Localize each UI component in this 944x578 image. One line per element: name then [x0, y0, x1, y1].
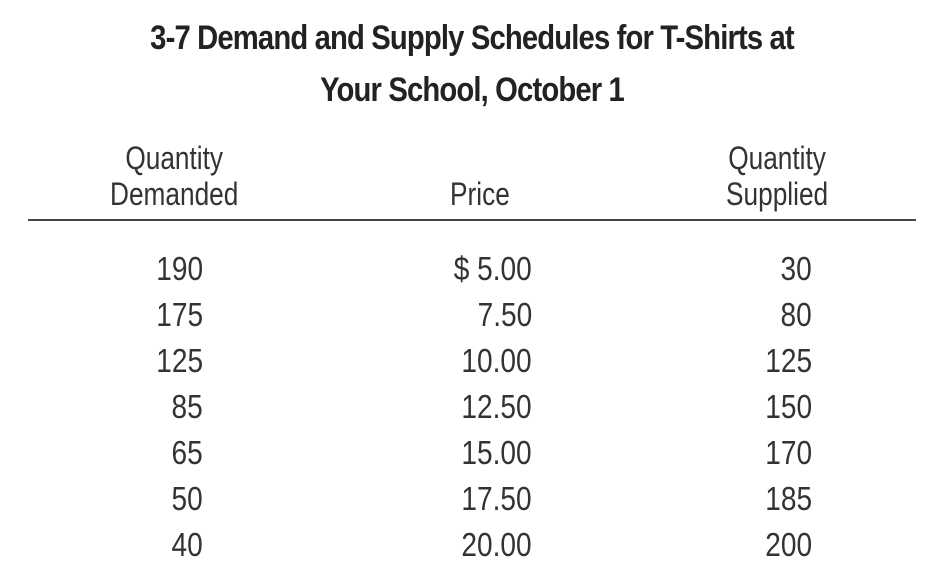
cell-quantity-demanded: 175 [156, 296, 203, 333]
header-quantity-supplied [726, 140, 828, 212]
table-row [0, 430, 944, 476]
cell-quantity-supplied: 125 [765, 342, 812, 379]
table-row [0, 476, 944, 522]
table-title-line-1: 3-7 Demand and Supply Schedules for T-Shirts at [150, 19, 794, 57]
cell-quantity-supplied: 150 [765, 388, 812, 425]
header-quantity-supplied-line-2: Supplied [726, 176, 829, 212]
cell-quantity-demanded: 190 [156, 250, 203, 287]
cell-quantity-demanded: 65 [171, 434, 203, 471]
table-row [0, 384, 944, 430]
cell-quantity-demanded: 40 [171, 526, 203, 563]
cell-quantity-supplied: 80 [780, 296, 812, 333]
cell-price: 12.50 [461, 388, 532, 425]
cell-quantity-demanded: 125 [156, 342, 203, 379]
cell-price: 10.00 [461, 342, 532, 379]
header-quantity-demanded [110, 140, 238, 212]
cell-price: 20.00 [461, 526, 532, 563]
cell-quantity-supplied: 200 [765, 526, 812, 563]
header-price: Price [450, 176, 510, 212]
header-quantity-demanded-line-1: Quantity [125, 140, 224, 176]
cell-price: 17.50 [461, 480, 532, 517]
cell-quantity-demanded: 85 [171, 388, 203, 425]
cell-price: 7.50 [477, 296, 532, 333]
table-row [0, 338, 944, 384]
table-row [0, 246, 944, 292]
cell-price: $ 5.00 [454, 250, 532, 287]
schedule-table-body [0, 246, 944, 568]
header-quantity-demanded-line-2: Demanded [110, 176, 239, 212]
table-row [0, 292, 944, 338]
cell-quantity-supplied: 30 [780, 250, 812, 287]
table-row [0, 522, 944, 568]
cell-price: 15.00 [461, 434, 532, 471]
cell-quantity-demanded: 50 [171, 480, 203, 517]
cell-quantity-supplied: 185 [765, 480, 812, 517]
header-divider [28, 219, 916, 221]
header-quantity-supplied-line-1: Quantity [728, 140, 826, 176]
cell-quantity-supplied: 170 [765, 434, 812, 471]
table-title-line-2: Your School, October 1 [320, 71, 624, 109]
